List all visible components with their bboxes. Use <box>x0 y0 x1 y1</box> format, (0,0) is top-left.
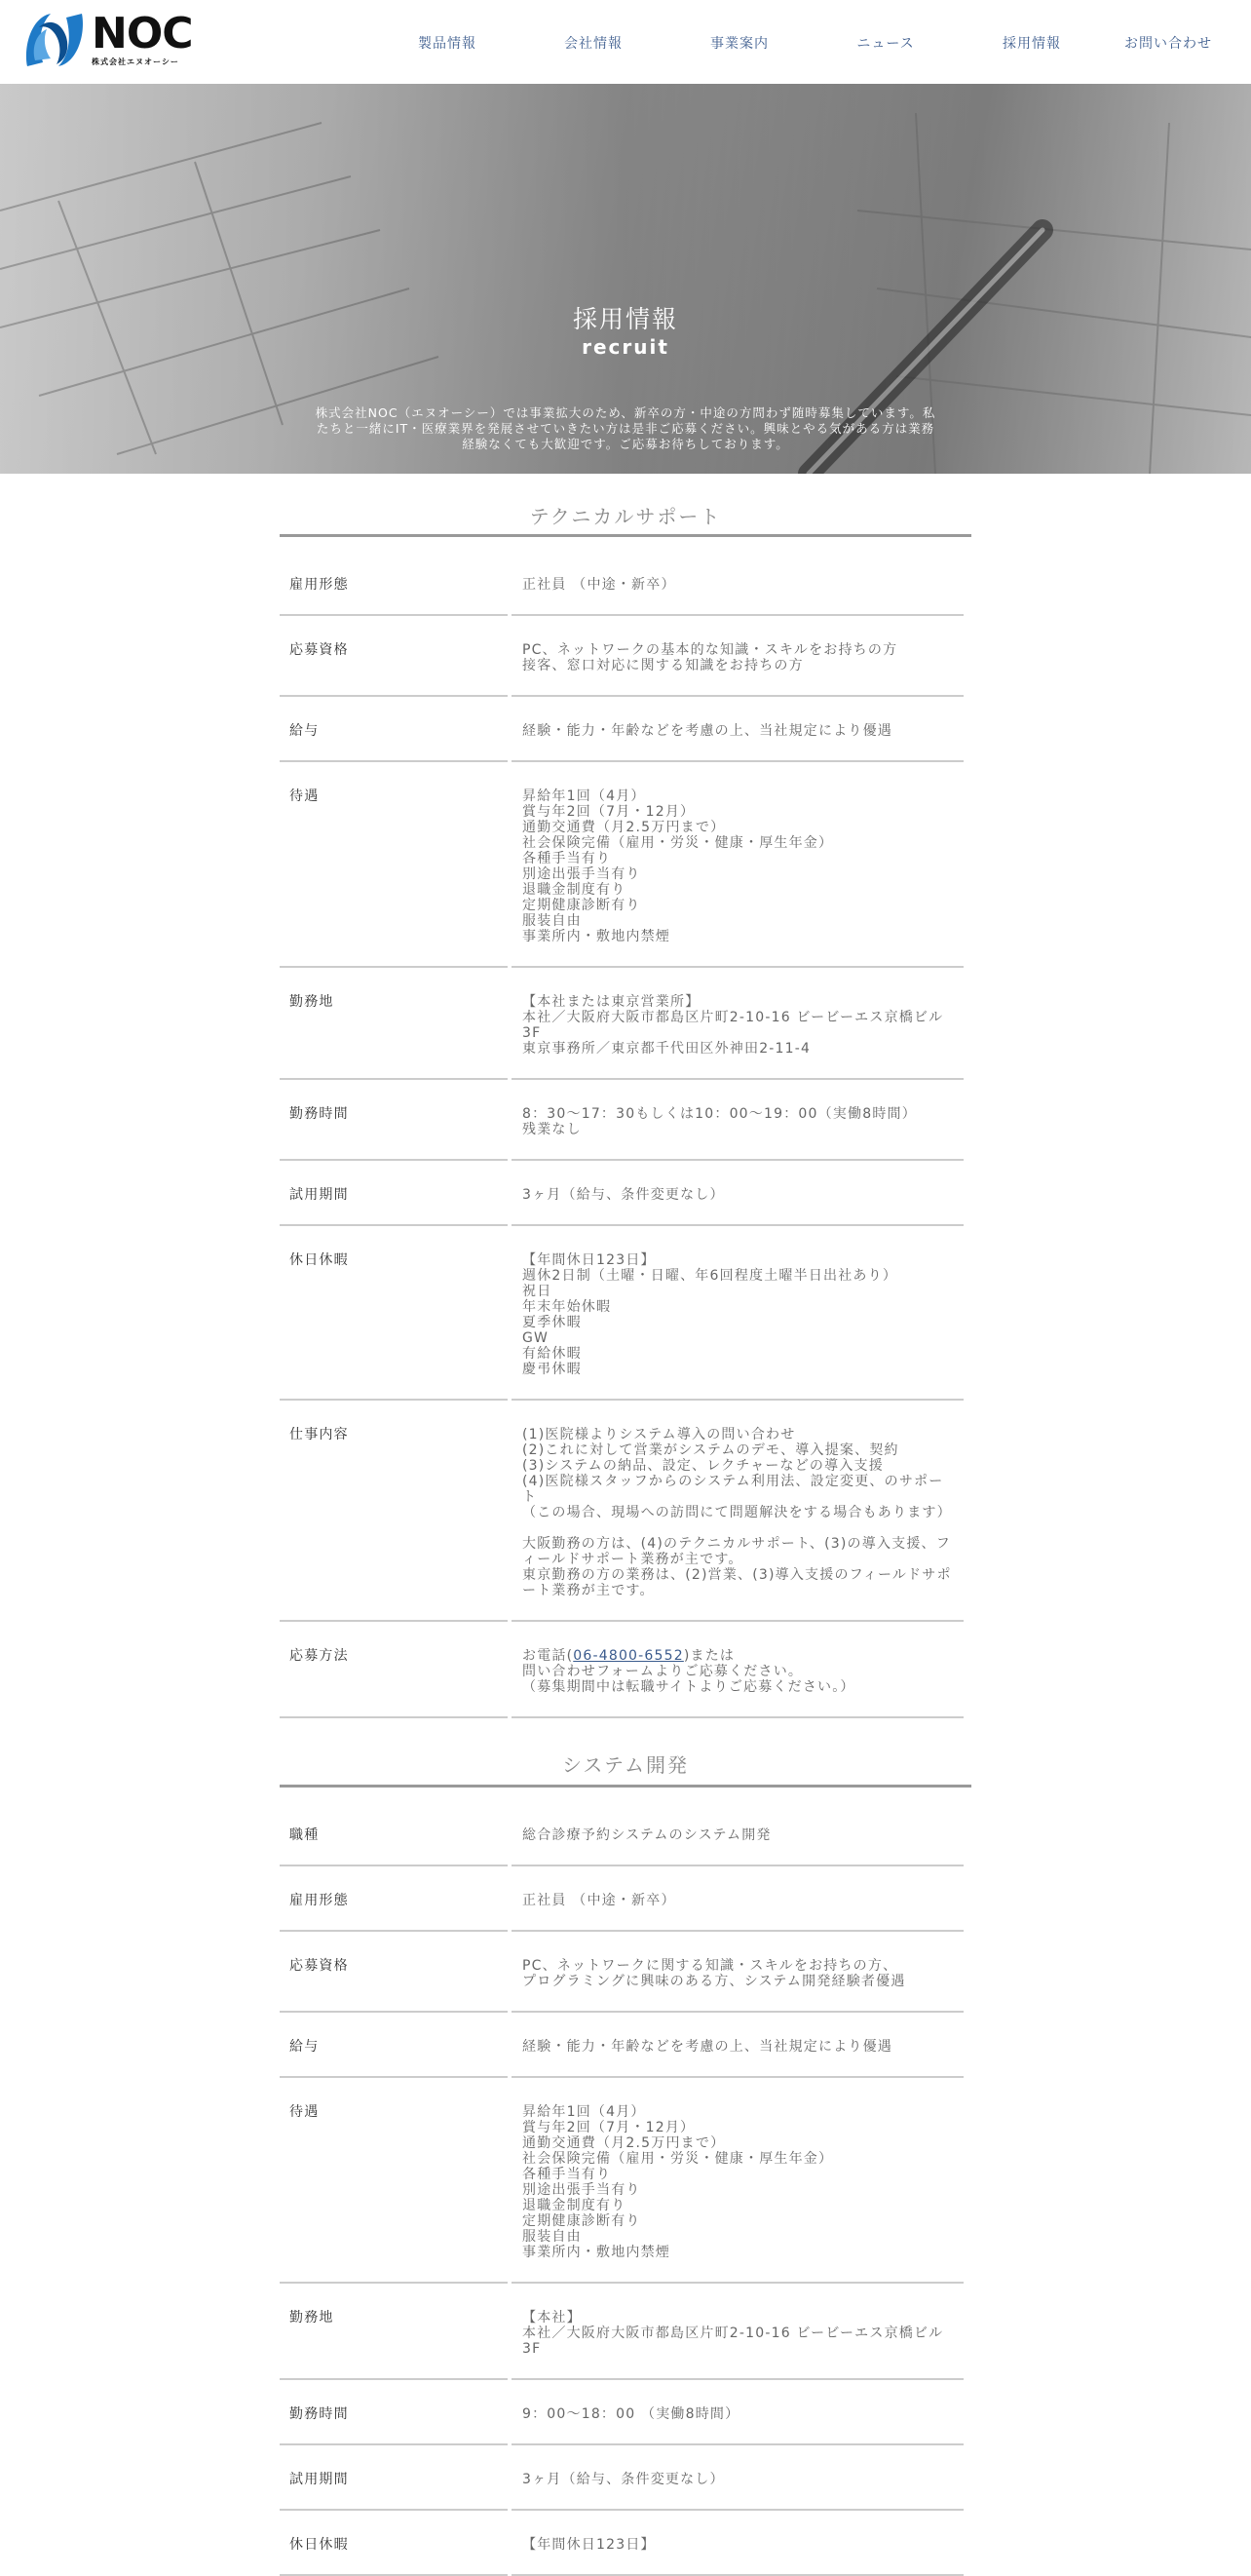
job-field-value <box>512 968 964 1080</box>
job-row <box>280 1161 964 1226</box>
job-row <box>280 2078 964 2284</box>
job-row <box>280 2445 964 2511</box>
job-field-label: 雇用形態 <box>280 1866 508 1932</box>
job-field-label: 休日休暇 <box>280 1226 508 1401</box>
job-field-line: (3)システムの納品、設定、レクチャーなどの導入支援 <box>522 1458 884 1474</box>
job-field-line: 通勤交通費（月2.5万円まで） <box>522 820 726 835</box>
job-table-technical-support <box>276 551 967 1718</box>
job-field-value <box>512 1801 964 1866</box>
job-row <box>280 1401 964 1622</box>
job-field-line: 社会保険完備（雇用・労災・健康・厚生年金） <box>522 2151 834 2167</box>
job-field-line: 接客、窓口対応に関する知識をお持ちの方 <box>522 658 804 673</box>
job-row <box>280 551 964 616</box>
job-field-value <box>512 2078 964 2284</box>
job-field-label: 勤務時間 <box>280 1080 508 1161</box>
job-field-line: 本社／大阪府大阪市都島区片町2-10-16 ビービーエス京橋ビル3F <box>522 2326 944 2357</box>
job-row <box>280 616 964 697</box>
job-field-value <box>512 1226 964 1401</box>
job-field-line: （募集期間中は転職サイトよりご応募ください。） <box>522 1679 855 1695</box>
job-field-line: 賞与年2回（7月・12月） <box>522 804 696 820</box>
job-field-line: 大阪勤務の方は、(4)のテクニカルサポート、(3)の導入支援、フィールドサポート業務が主です。 <box>522 1536 951 1567</box>
job-field-line: 東京勤務の方の業務は、(2)営業、(3)導入支援のフィールドサポート業務が主です。 <box>522 1567 952 1598</box>
job-field-label: 給与 <box>280 697 508 762</box>
job-field-line: GW <box>522 1330 550 1346</box>
job-field-value <box>512 1622 964 1718</box>
job-field-value <box>512 1866 964 1932</box>
job-field-label: 勤務地 <box>280 2284 508 2380</box>
job-field-line: 事業所内・敷地内禁煙 <box>522 929 670 944</box>
job-field-label: 仕事内容 <box>280 1401 508 1622</box>
job-field-label: 職種 <box>280 1801 508 1866</box>
job-field-line: 正社員 （中途・新卒） <box>522 1893 676 1908</box>
job-row <box>280 1932 964 2013</box>
job-field-line: 【本社】 <box>522 2310 582 2326</box>
job-row <box>280 2380 964 2445</box>
job-field-line: PC、ネットワークの基本的な知識・スキルをお持ちの方 <box>522 642 898 658</box>
nav-business[interactable]: 事業案内 <box>710 36 769 52</box>
job-field-value <box>512 762 964 968</box>
job-field-value <box>512 1080 964 1161</box>
job-field-label: 試用期間 <box>280 1161 508 1226</box>
nav-products[interactable]: 製品情報 <box>418 36 476 52</box>
job-field-line: 年末年始休暇 <box>522 1299 612 1315</box>
job-row <box>280 1866 964 1932</box>
job-field-label: 応募資格 <box>280 1932 508 2013</box>
job-field-label: 休日休暇 <box>280 2511 508 2576</box>
job-field-line: 有給休暇 <box>522 1346 582 1362</box>
nav-news[interactable]: ニュース <box>856 36 915 52</box>
job-field-line: 服装自由 <box>522 2229 582 2245</box>
job-field-line: 各種手当有り <box>522 2167 612 2182</box>
job-field-line: 定期健康診断有り <box>522 2213 641 2229</box>
job-field-line: PC、ネットワークに関する知識・スキルをお持ちの方、 <box>522 1958 898 1974</box>
hero-banner <box>0 84 1251 474</box>
job-field-line: 昇給年1回（4月） <box>522 788 646 804</box>
job-field-label: 勤務時間 <box>280 2380 508 2445</box>
job-field-line: 定期健康診断有り <box>522 898 641 913</box>
job-field-line: 別途出張手当有り <box>522 2182 641 2198</box>
job-field-label: 雇用形態 <box>280 551 508 616</box>
job-field-line: 9：00～18：00 （実働8時間） <box>522 2406 740 2422</box>
job-field-line: 残業なし <box>522 1122 582 1137</box>
job-field-value <box>512 2013 964 2078</box>
job-field-line: (2)これに対して営業がシステムのデモ、導入提案、契約 <box>522 1442 899 1458</box>
job-field-line: (4)医院様スタッフからのシステム利用法、設定変更、のサポート <box>522 1474 944 1505</box>
job-field-line: 夏季休暇 <box>522 1315 582 1330</box>
job-field-value <box>512 2380 964 2445</box>
job-row <box>280 2013 964 2078</box>
job-field-line: 事業所内・敷地内禁煙 <box>522 2245 670 2260</box>
section-title-system-development: システム開発 <box>280 1718 971 1788</box>
job-field-line: 退職金制度有り <box>522 2198 626 2213</box>
hero-subtitle: recruit <box>582 335 669 359</box>
job-field-line: 社会保険完備（雇用・労災・健康・厚生年金） <box>522 835 834 851</box>
job-field-line: 昇給年1回（4月） <box>522 2104 646 2120</box>
job-field-label: 応募資格 <box>280 616 508 697</box>
job-row <box>280 2284 964 2380</box>
job-row <box>280 2511 964 2576</box>
nav-recruit[interactable]: 採用情報 <box>1003 36 1061 52</box>
job-row <box>280 762 964 968</box>
job-field-line: 別途出張手当有り <box>522 866 641 882</box>
job-field-line: 【年間休日123日】 <box>522 1252 656 1268</box>
job-field-label: 待遇 <box>280 2078 508 2284</box>
job-field-line: （この場合、現場への訪問にて問題解決をする場合もあります） <box>522 1505 952 1520</box>
recruit-content <box>280 474 971 2576</box>
job-field-line: 退職金制度有り <box>522 882 626 898</box>
hero-description: 株式会社NOC（エヌオーシー）では事業拡大のため、新卒の方・中途の方問わず随時募集しています。私たちと一緒にIT・医療業界を発展させていきたい方は是非ご応募ください。興味とやる気がある方は業務経験なくても大歓迎です。ご応募お待ちしております。 <box>315 405 936 451</box>
job-row <box>280 1801 964 1866</box>
job-field-value <box>512 1401 964 1622</box>
job-field-line: 服装自由 <box>522 913 582 929</box>
job-field-line: 東京事務所／東京都千代田区外神田2-11-4 <box>522 1041 812 1057</box>
job-field-line: プログラミングに興味のある方、システム開発経験者優遇 <box>522 1974 906 1989</box>
job-field-line: 本社／大阪府大阪市都島区片町2-10-16 ビービーエス京橋ビル3F <box>522 1010 944 1041</box>
job-field-line: 各種手当有り <box>522 851 612 866</box>
job-field-line: 週休2日制（土曜・日曜、年6回程度土曜半日出社あり） <box>522 1268 898 1284</box>
job-field-line: 3ヶ月（給与、条件変更なし） <box>522 1187 725 1203</box>
site-header <box>0 0 1251 84</box>
job-field-line: 問い合わせフォームよりご応募ください。 <box>522 1664 804 1679</box>
job-field-line: 経験・能力・年齢などを考慮の上、当社規定により優遇 <box>522 2039 892 2055</box>
logo-wordmark: NOC <box>92 9 193 58</box>
job-field-line: 賞与年2回（7月・12月） <box>522 2120 696 2135</box>
job-field-line: 経験・能力・年齢などを考慮の上、当社規定により優遇 <box>522 723 892 739</box>
job-field-line: 3ヶ月（給与、条件変更なし） <box>522 2472 725 2487</box>
job-field-value <box>512 2511 964 2576</box>
job-field-label: 待遇 <box>280 762 508 968</box>
noc-logo-icon <box>21 8 88 72</box>
job-field-label: 試用期間 <box>280 2445 508 2511</box>
job-field-value <box>512 551 964 616</box>
job-row <box>280 1622 964 1718</box>
job-field-line: 8：30～17：30もしくは10：00～19：00（実働8時間） <box>522 1106 917 1122</box>
job-field-line: 通勤交通費（月2.5万円まで） <box>522 2135 726 2151</box>
job-field-line: 祝日 <box>522 1284 552 1299</box>
job-field-line: 【本社または東京営業所】 <box>522 994 701 1010</box>
nav-contact[interactable]: お問い合わせ <box>1124 36 1212 52</box>
job-field-value <box>512 1932 964 2013</box>
job-field-line: 総合診療予約システムのシステム開発 <box>522 1827 772 1843</box>
job-table-system-development <box>276 1801 967 2576</box>
job-field-value <box>512 2284 964 2380</box>
nav-company[interactable]: 会社情報 <box>564 36 623 52</box>
company-logo[interactable] <box>21 8 197 72</box>
job-field-line: (1)医院様よりシステム導入の問い合わせ <box>522 1427 796 1442</box>
job-field-label: 勤務地 <box>280 968 508 1080</box>
job-row <box>280 1080 964 1161</box>
job-row <box>280 1226 964 1401</box>
job-field-line: 【年間休日123日】 <box>522 2537 656 2553</box>
main-nav <box>374 0 1251 84</box>
job-field-value <box>512 2445 964 2511</box>
phone-link[interactable]: 06-4800-6552 <box>573 1648 684 1664</box>
section-title-technical-support: テクニカルサポート <box>280 474 971 537</box>
job-field-line: 正社員 （中途・新卒） <box>522 577 676 593</box>
job-field-line: 慶弔休暇 <box>522 1362 582 1377</box>
job-field-value <box>512 1161 964 1226</box>
job-row <box>280 968 964 1080</box>
job-field-label: 応募方法 <box>280 1622 508 1718</box>
job-field-label: 給与 <box>280 2013 508 2078</box>
logo-company-name: 株式会社エヌオーシー <box>92 58 179 66</box>
job-row <box>280 697 964 762</box>
job-field-value <box>512 616 964 697</box>
hero-title: 採用情報 <box>572 305 678 333</box>
apply-phone-line: お電話(06-4800-6552)または <box>522 1648 736 1664</box>
job-field-value <box>512 697 964 762</box>
